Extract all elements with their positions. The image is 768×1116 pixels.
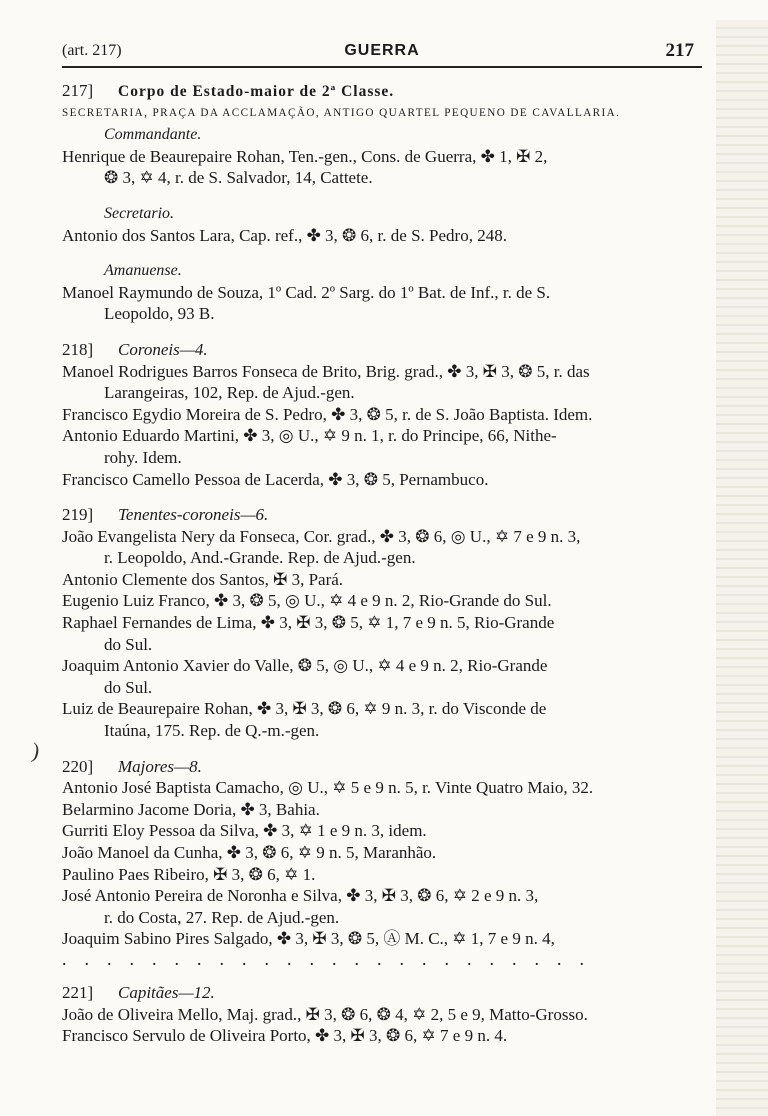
line-text: Majores—8.	[118, 756, 202, 776]
line-text: ❂ 3, ✡ 4, r. de S. Salvador, 14, Cattete.	[104, 168, 373, 188]
line-text: Manoel Rodrigues Barros Fonseca de Brito, Brig. grad., ✤ 3, ✠ 3, ❂ 5, r. das	[62, 361, 590, 381]
role-heading	[62, 203, 702, 225]
line-text: Tenentes-coroneis—6.	[118, 505, 269, 525]
spacer	[62, 246, 702, 260]
entry-line	[62, 282, 702, 304]
entry-line	[62, 1025, 702, 1047]
line-text: Henrique de Beaurepaire Rohan, Ten.-gen., Cons. de Guerra, ✤ 1, ✠ 2,	[62, 146, 548, 166]
entry-line	[62, 569, 702, 591]
margin-pencil-mark: )	[29, 737, 42, 764]
spacer	[62, 189, 702, 203]
article-number: 220]	[62, 756, 94, 776]
running-header	[62, 40, 702, 68]
line-text: Paulino Paes Ribeiro, ✠ 3, ❂ 6, ✡ 1.	[62, 864, 316, 884]
entry-line	[62, 928, 702, 950]
rank-heading	[62, 756, 702, 778]
line-text: Belarmino Jacome Doria, ✤ 3, Bahia.	[62, 799, 320, 819]
line-text: Francisco Servulo de Oliveira Porto, ✤ 3, ✠ 3, ❂ 6, ✡ 7 e 9 n. 4.	[62, 1026, 508, 1046]
entry-line	[62, 382, 702, 404]
line-text: João Manoel da Cunha, ✤ 3, ❂ 6, ✡ 9 n. 5, Maranhão.	[62, 843, 437, 862]
section-subtitle	[62, 103, 702, 125]
line-text: Coroneis—4.	[118, 339, 208, 359]
line-text: rohy. Idem.	[104, 447, 182, 467]
entry-line	[62, 590, 702, 612]
entry-line	[62, 425, 702, 447]
article-number: 221]	[62, 982, 94, 1002]
line-text: Joaquim Antonio Xavier do Valle, ❂ 5, ◎ U., ✡ 4 e 9 n. 2, Rio-Grande	[62, 656, 548, 676]
header-page-number: 217	[665, 40, 694, 61]
line-text: Manoel Raymundo de Souza, 1º Cad. 2º Sarg. do 1º Bat. de Inf., r. de S.	[62, 282, 551, 302]
entry-line	[62, 225, 702, 247]
line-text: SECRETARIA, PRAÇA DA ACCLAMAÇÃO, ANTIGO QUARTEL PEQUENO DE CAVALLARIA.	[62, 106, 621, 119]
entry-line	[62, 303, 702, 325]
entry-line	[62, 698, 702, 720]
line-text: Amanuense.	[104, 262, 182, 280]
entry-line	[62, 777, 702, 799]
line-text: Antonio Eduardo Martini, ✤ 3, ◎ U., ✡ 9 n. 1, r. do Principe, 66, Nithe-	[62, 426, 557, 446]
entry-line	[62, 842, 702, 864]
line-text: João Evangelista Nery da Fonseca, Cor. grad., ✤ 3, ❂ 6, ◎ U., ✡ 7 e 9 n. 3,	[62, 526, 581, 546]
line-text: Commandante.	[104, 126, 202, 144]
line-text: Antonio Clemente dos Santos, ✠ 3, Pará.	[62, 569, 344, 589]
entry-line	[62, 634, 702, 656]
entry-line	[62, 167, 702, 189]
header-title: GUERRA	[344, 42, 420, 59]
line-text: Luiz de Beaurepaire Rohan, ✤ 3, ✠ 3, ❂ 6, ✡ 9 n. 3, r. do Visconde de	[62, 699, 547, 719]
line-text: Leopoldo, 93 B.	[104, 304, 215, 324]
line-text: Antonio dos Santos Lara, Cap. ref., ✤ 3, ❂ 6, r. de S. Pedro, 248.	[62, 225, 507, 245]
spacer	[62, 742, 702, 756]
line-text: Corpo de Estado-maior de 2ª Classe.	[118, 83, 395, 100]
page-content	[62, 80, 702, 1047]
entry-line	[62, 720, 702, 742]
entry-line	[62, 447, 702, 469]
article-number: 217]	[62, 81, 94, 100]
entry-line	[62, 820, 702, 842]
role-heading	[62, 260, 702, 282]
entry-line	[62, 907, 702, 929]
line-text: r. do Costa, 27. Rep. de Ajud.-gen.	[104, 907, 340, 927]
entry-line	[62, 1004, 702, 1026]
line-text: do Sul.	[104, 677, 153, 697]
section-heading	[62, 80, 702, 103]
entry-line	[62, 361, 702, 383]
entry-line	[62, 526, 702, 548]
line-text: Capitães—12.	[118, 982, 215, 1002]
line-text: ........................	[62, 948, 602, 969]
line-text: Francisco Camello Pessoa de Lacerda, ✤ 3, ❂ 5, Pernambuco.	[62, 469, 489, 489]
line-text: Joaquim Sabino Pires Salgado, ✤ 3, ✠ 3, ❂ 5, Ⓐ M. C., ✡ 1, 7 e 9 n. 4,	[62, 929, 555, 949]
page-edge-shadow	[716, 20, 768, 1116]
line-text: Eugenio Luiz Franco, ✤ 3, ❂ 5, ◎ U., ✡ 4 e 9 n. 2, Rio-Grande do Sul.	[62, 591, 552, 611]
entry-line	[62, 655, 702, 677]
entry-line	[62, 864, 702, 886]
entry-line	[62, 146, 702, 168]
header-article-ref: (art. 217)	[62, 42, 122, 59]
entry-line	[62, 799, 702, 821]
article-number: 219]	[62, 505, 94, 525]
line-text: Antonio José Baptista Camacho, ◎ U., ✡ 5 e 9 n. 5, r. Vinte Quatro Maio, 32.	[62, 778, 594, 798]
article-number: 218]	[62, 339, 94, 359]
entry-line	[62, 404, 702, 426]
line-text: José Antonio Pereira de Noronha e Silva, ✤ 3, ✠ 3, ❂ 6, ✡ 2 e 9 n. 3,	[62, 886, 539, 906]
line-text: r. Leopoldo, And.-Grande. Rep. de Ajud.-gen.	[104, 548, 416, 568]
entry-line	[62, 677, 702, 699]
line-text: Raphael Fernandes de Lima, ✤ 3, ✠ 3, ❂ 5, ✡ 1, 7 e 9 n. 5, Rio-Grande	[62, 613, 555, 633]
entry-line	[62, 469, 702, 491]
line-text: do Sul.	[104, 634, 153, 654]
rank-heading	[62, 982, 702, 1004]
rank-heading	[62, 504, 702, 526]
line-text: Gurriti Eloy Pessoa da Silva, ✤ 3, ✡ 1 e 9 n. 3, idem.	[62, 821, 427, 841]
line-text: Itaúna, 175. Rep. de Q.-m.-gen.	[104, 721, 320, 741]
line-text: Francisco Egydio Moreira de S. Pedro, ✤ 3, ❂ 5, r. de S. João Baptista. Idem.	[62, 404, 593, 424]
entry-line	[62, 547, 702, 569]
dot-leader	[62, 950, 702, 968]
entry-line	[62, 612, 702, 634]
entry-line	[62, 885, 702, 907]
role-heading	[62, 124, 702, 146]
line-text: Secretario.	[104, 204, 175, 222]
spacer	[62, 968, 702, 982]
line-text: João de Oliveira Mello, Maj. grad., ✠ 3, ❂ 6, ❂ 4, ✡ 2, 5 e 9, Matto-Grosso.	[62, 1004, 588, 1024]
line-text: Larangeiras, 102, Rep. de Ajud.-gen.	[104, 383, 355, 403]
spacer	[62, 325, 702, 339]
rank-heading	[62, 339, 702, 361]
spacer	[62, 490, 702, 504]
